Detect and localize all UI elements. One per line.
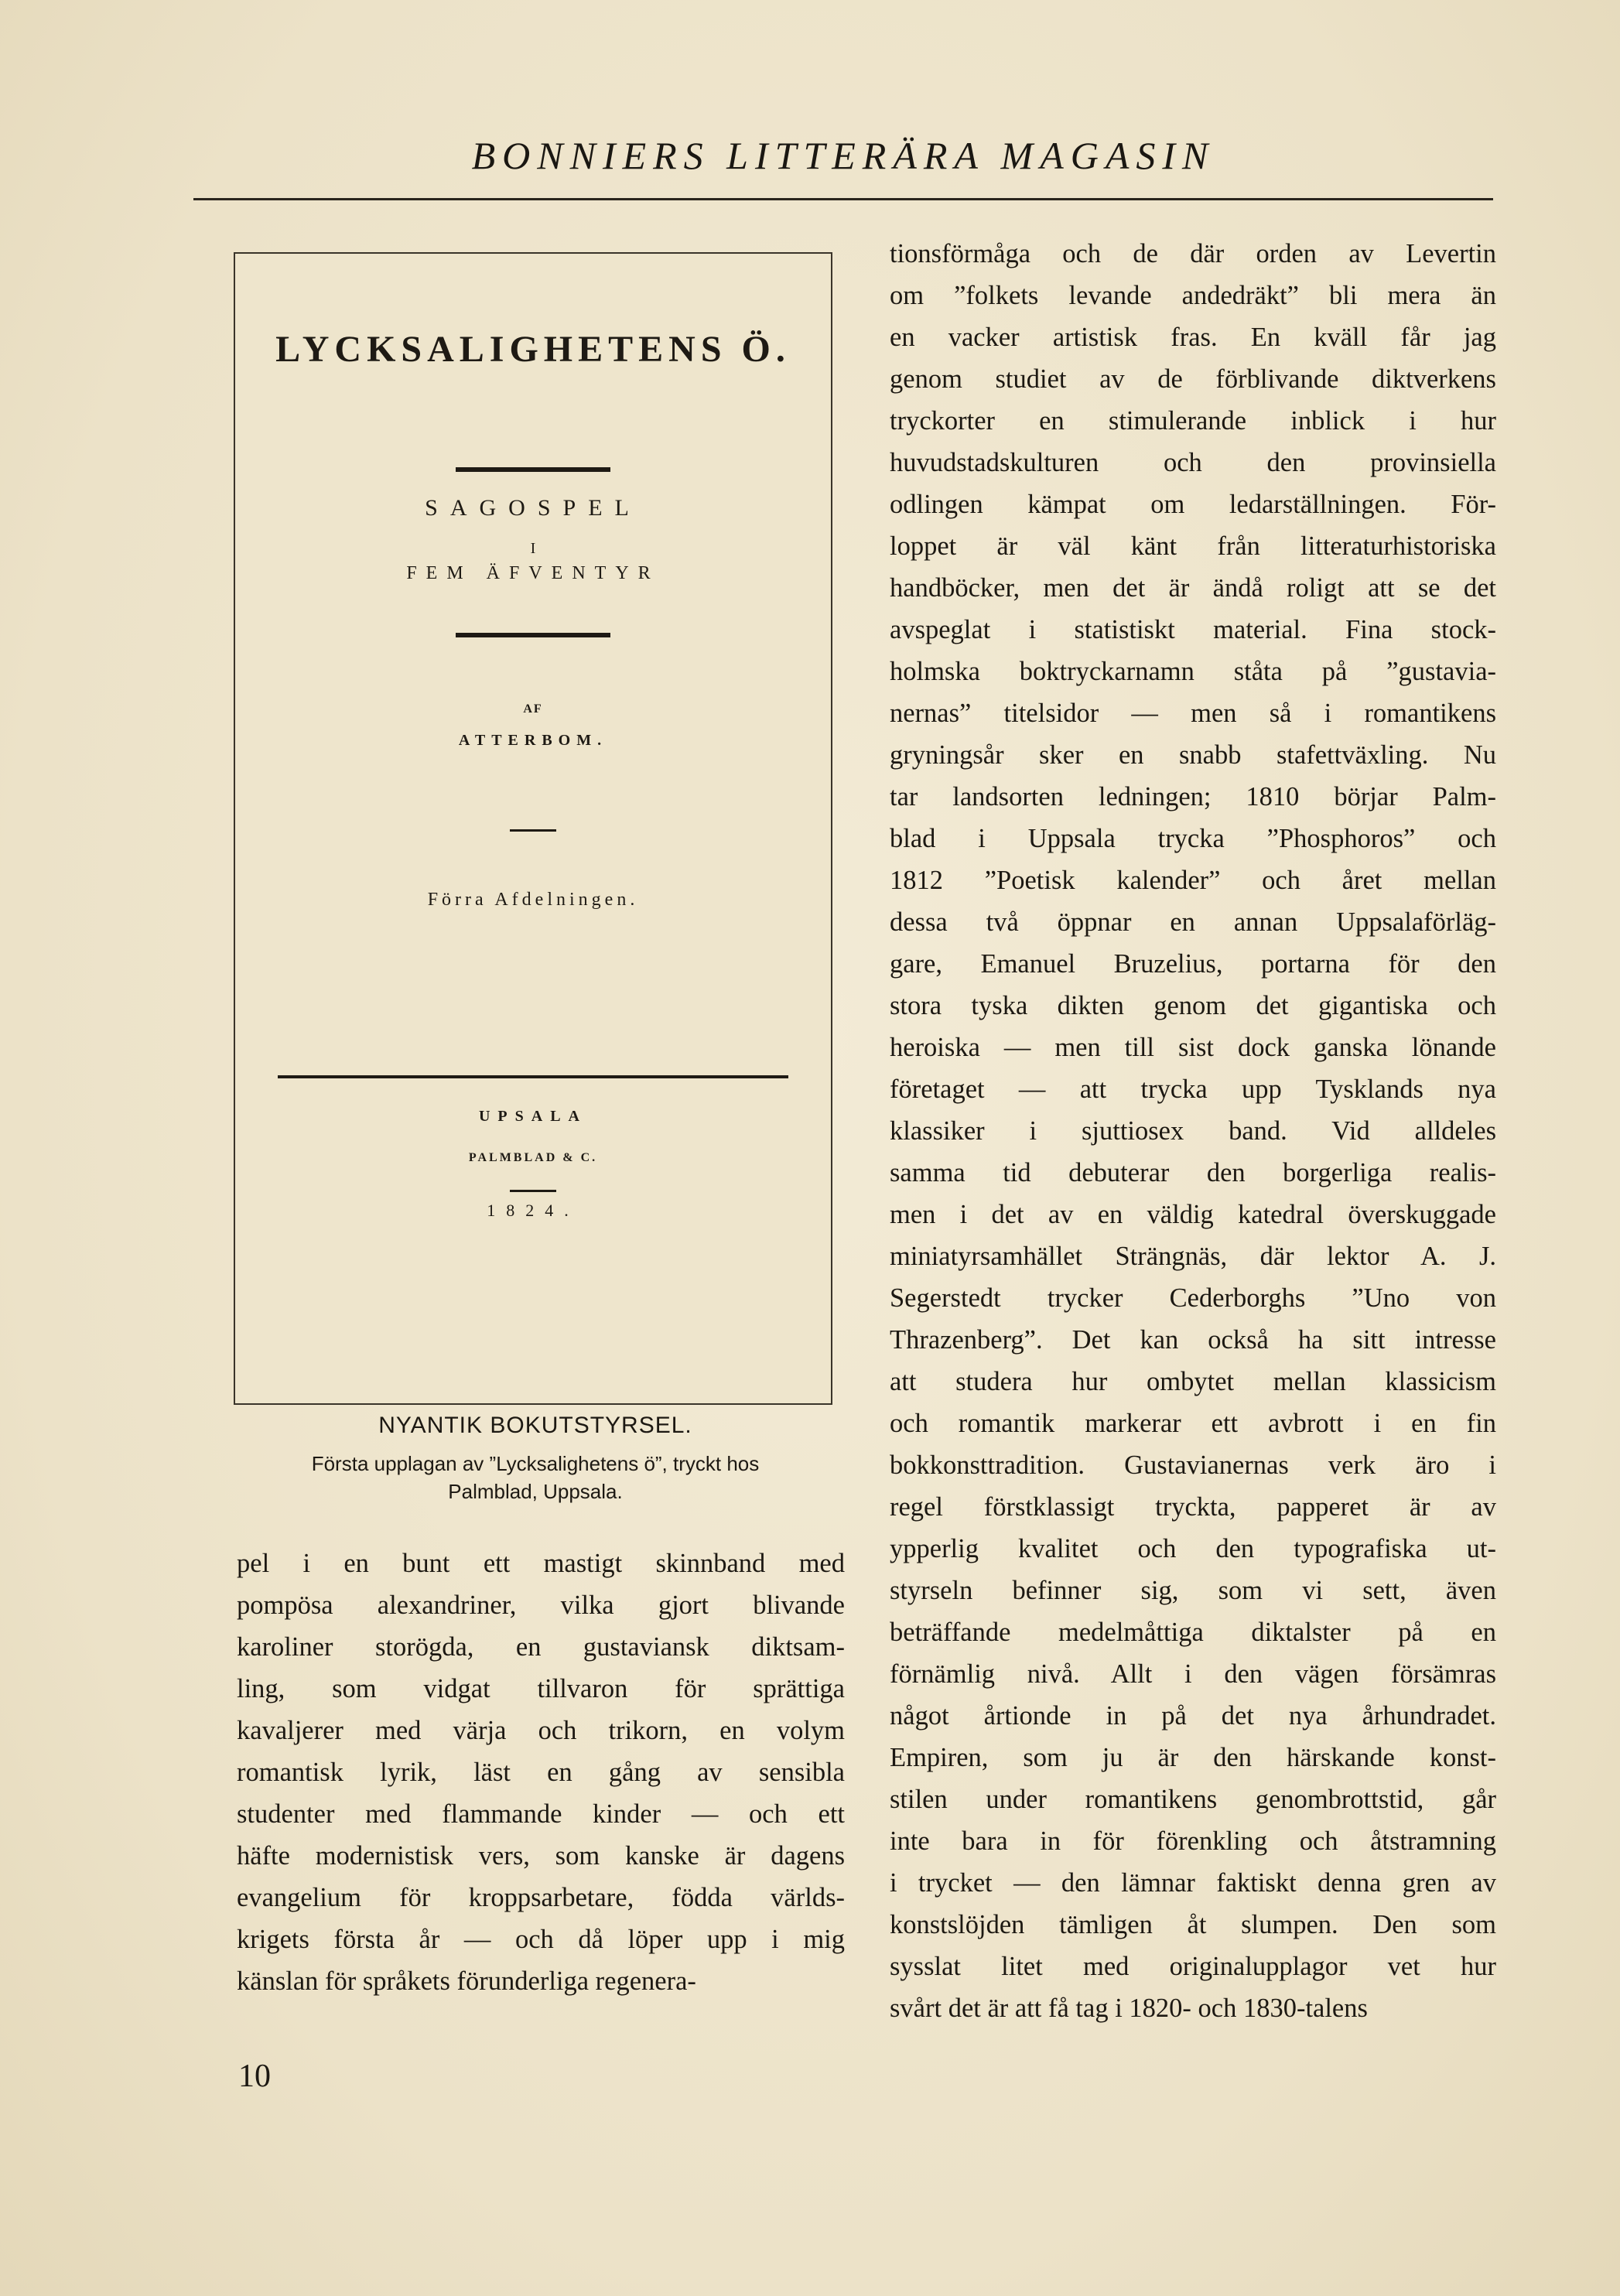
text-line: handböcker, men det är ändå roligt att se det [890,573,1496,603]
text-line: beträffande medelmåttiga diktalster på en [890,1618,1496,1647]
text-line: att studera hur ombytet mellan klassicism [890,1367,1496,1396]
title-page-genre: SAGOSPEL [425,495,641,521]
text-line: romantisk lyrik, läst en gång av sensibla [237,1758,845,1787]
text-line: genom studiet av de förblivande diktverkens [890,364,1496,394]
text-line: styrseln befinner sig, som vi sett, även [890,1576,1496,1605]
text-line: svårt det är att få tag i 1820- och 1830-talens [890,1994,1368,2023]
text-line: pompösa alexandriner, vilka gjort blivande [237,1590,845,1620]
text-line: huvudstadskulturen och den provinsiella [890,448,1496,477]
text-line: sysslat litet med originalupplagor vet hur [890,1952,1496,1981]
caption-heading: NYANTIK BOKUTSTYRSEL. [378,1413,692,1438]
text-line: gryningsår sker en snabb stafettväxling. Nu [890,740,1496,770]
title-page-af: AF [523,702,543,716]
text-line: miniatyrsamhället Strängnäs, där lektor A. J. [890,1242,1496,1271]
text-line: ling, som vidgat tillvaron för sprättiga [237,1674,845,1703]
text-line: häfte modernistisk vers, som kanske är dagens [237,1841,845,1871]
text-line: stora tyska dikten genom det gigantiska och [890,991,1496,1020]
text-line: holmska boktryckarnamn ståta på ”gustavia- [890,657,1496,686]
text-line: om ”folkets levande andedräkt” bli mera än [890,281,1496,310]
text-line: pel i en bunt ett mastigt skinnband med [237,1549,845,1578]
title-page-figure [234,252,832,1405]
text-line: odlingen kämpat om ledarställningen. För- [890,490,1496,519]
text-line: tryckorter en stimulerande inblick i hur [890,406,1496,436]
title-page-title: LYCKSALIGHETENS Ö. [275,329,791,370]
right-column-text [890,233,1496,2029]
text-line: dessa två öppnar en annan Uppsalaförläg- [890,907,1496,937]
text-line: Segerstedt trycker Cederborghs ”Uno von [890,1283,1496,1313]
text-line: kavaljerer med värja och trikorn, en volym [237,1716,845,1745]
text-line: nernas” titelsidor — men så i romantikens [890,699,1496,728]
text-line: loppet är väl känt från litteraturhistoriska [890,531,1496,561]
text-line: krigets första år — och då löper upp i mig [237,1925,845,1954]
text-line: en vacker artistisk fras. En kväll får jag [890,323,1496,352]
text-line: förnämlig nivå. Allt i den vägen försämras [890,1659,1496,1689]
text-line: bokkonsttradition. Gustavianernas verk äro i [890,1450,1496,1480]
text-line: Thrazenberg”. Det kan också ha sitt intresse [890,1325,1496,1355]
page-number: 10 [238,2059,271,2094]
text-line: företaget — att trycka upp Tysklands nya [890,1075,1496,1104]
text-line: stilen under romantikens genombrottstid, går [890,1785,1496,1814]
title-page-publisher: PALMBLAD & C. [468,1151,598,1164]
text-line: studenter med flammande kinder — och ett [237,1799,845,1829]
text-line: evangelium för kroppsarbetare, födda världs- [237,1883,845,1912]
text-line: ypperlig kvalitet och den typografiska ut- [890,1534,1496,1563]
text-line: karoliner storögda, en gustaviansk diktsam- [237,1632,845,1662]
text-line: men i det av en väldig katedral överskuggade [890,1200,1496,1229]
text-line: i trycket — den lämnar faktiskt denna gren av [890,1868,1496,1898]
caption-line: Första upplagan av ”Lycksalighetens ö”, tryckt hos [311,1452,760,1475]
text-line: Empiren, som ju är den härskande konst- [890,1743,1496,1772]
text-line: regel förstklassigt tryckta, papperet är av [890,1492,1496,1522]
text-line: känslan för språkets förunderliga regenera- [237,1966,696,1996]
text-line: heroiska — men till sist dock ganska lönande [890,1033,1496,1062]
text-line: och romantik markerar ett avbrott i en fin [890,1409,1496,1438]
text-line: konstslöjden tämligen åt slumpen. Den som [890,1910,1496,1939]
title-page-prep: I [530,540,536,557]
title-page-rule [278,1075,788,1078]
title-page-rule [510,1190,556,1192]
header-rule [193,198,1493,200]
text-line: avspeglat i statistiskt material. Fina stock- [890,615,1496,644]
text-line: något årtionde in på det nya århundradet. [890,1701,1496,1731]
title-page-rule [510,829,556,832]
text-line: 1812 ”Poetisk kalender” och året mellan [890,866,1496,895]
title-page-part: Förra Afdelningen. [427,890,639,910]
text-line: samma tid debuterar den borgerliga realis- [890,1158,1496,1187]
title-page-rule [456,633,610,637]
caption-text [226,1450,845,1505]
title-page-author: ATTERBOM. [458,732,608,749]
caption-line: Palmblad, Uppsala. [448,1480,623,1503]
text-line: inte bara in för förenkling och åtstramning [890,1826,1496,1856]
text-line: klassiker i sjuttiosex band. Vid alldeles [890,1116,1496,1146]
text-line: tionsförmåga och de där orden av Levertin [890,239,1496,268]
text-line: tar landsorten ledningen; 1810 börjar Palm- [890,782,1496,811]
text-line: blad i Uppsala trycka ”Phosphoros” och [890,824,1496,853]
title-page-subtitle: FEM ÄFVENTYR [406,563,660,583]
text-line: gare, Emanuel Bruzelius, portarna för den [890,949,1496,979]
title-page-rule [456,467,610,472]
left-column-text [237,1543,845,2002]
title-page-year: 1824. [487,1201,579,1220]
title-page-city: UPSALA [478,1108,587,1125]
running-head: BONNIERS LITTERÄRA MAGASIN [471,134,1215,177]
